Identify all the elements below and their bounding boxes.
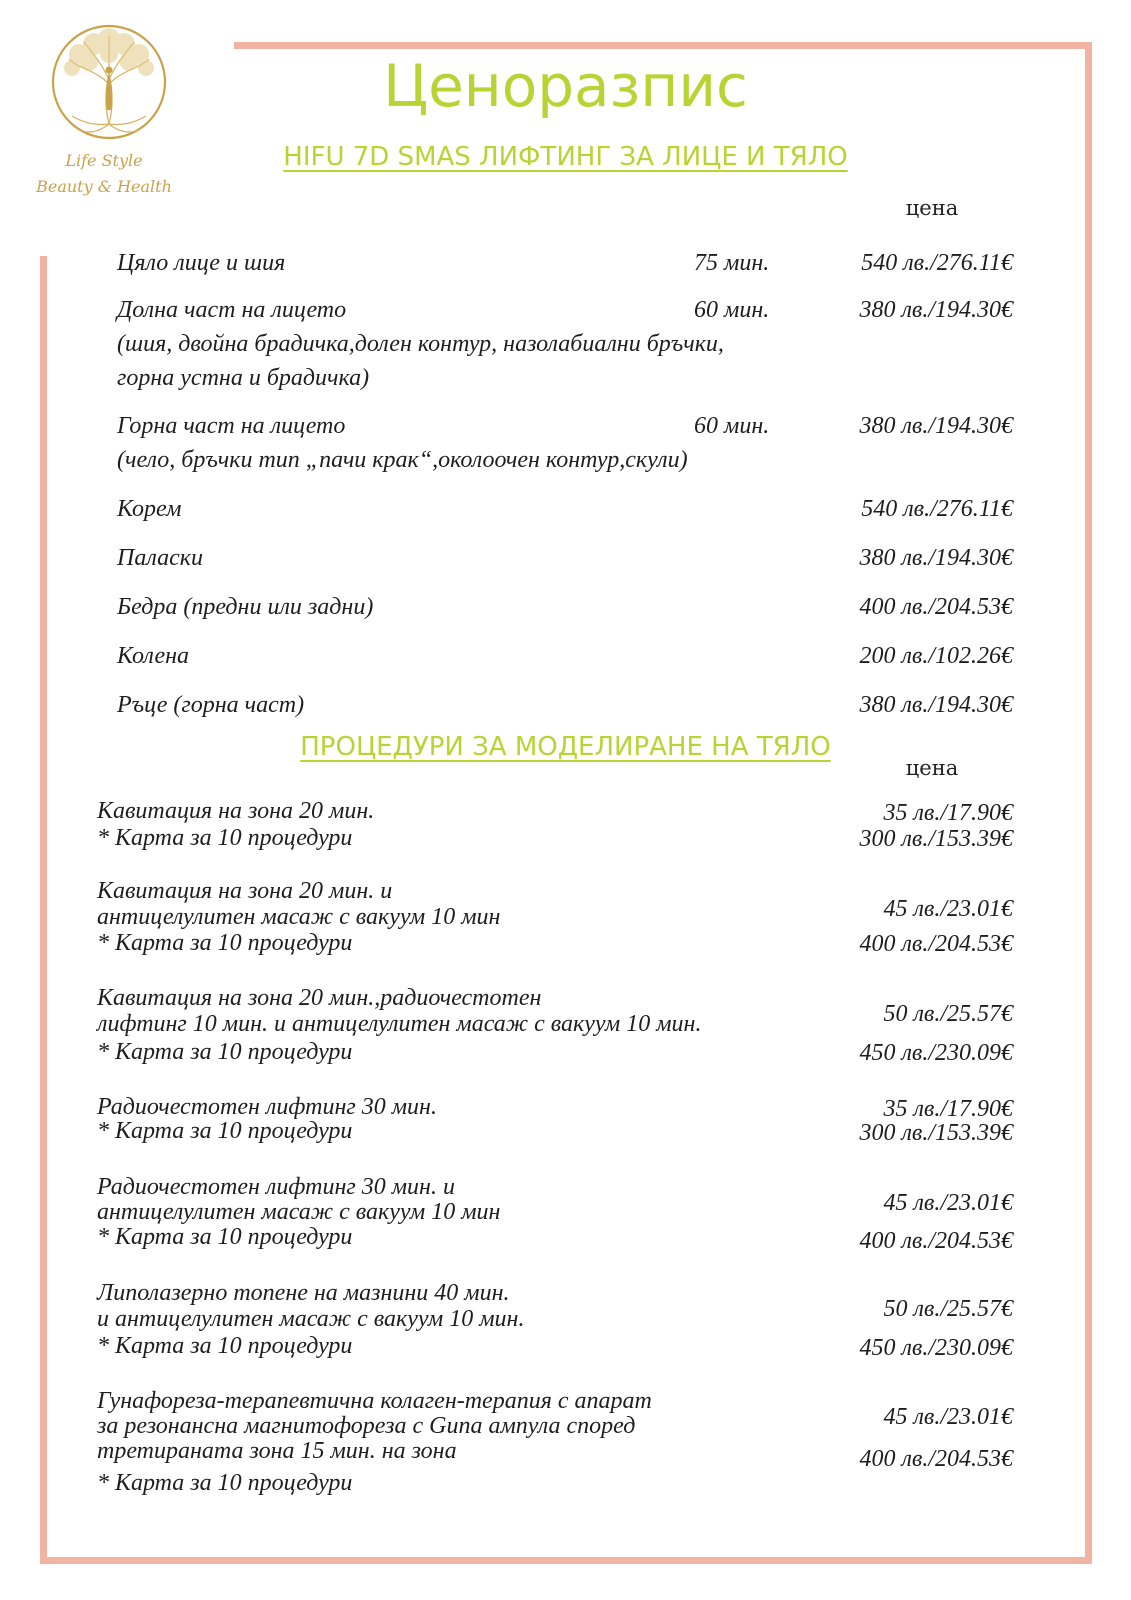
service-duration: 75 мин.	[694, 250, 770, 276]
price-card: 400 лв./204.53€	[859, 931, 1013, 957]
service-price: 400 лв./204.53€	[859, 594, 1013, 620]
price-card: 300 лв./153.39€	[859, 826, 1013, 852]
service-duration: 60 мин.	[694, 413, 770, 439]
page-title: Ценоразпис	[383, 52, 748, 120]
price-single: 35 лв./17.90€	[883, 1096, 1013, 1122]
procedure-card-line: * Карта за 10 процедури	[97, 1118, 353, 1144]
procedure-card-line: * Карта за 10 процедури	[97, 1224, 353, 1250]
service-name: Долна част на лицето	[117, 297, 347, 323]
price-column-header: цена	[905, 756, 959, 780]
procedure-line: Радиочестотен лифтинг 30 мин. и	[97, 1174, 455, 1200]
procedure-card-line: * Карта за 10 процедури	[97, 1039, 353, 1065]
service-name: Цяло лице и шия	[117, 250, 286, 276]
service-price: 380 лв./194.30€	[859, 413, 1013, 439]
procedure-line: третираната зона 15 мин. на зона	[97, 1438, 457, 1464]
service-price: 200 лв./102.26€	[859, 643, 1013, 669]
procedure-line: антицелулитен масаж с вакуум 10 мин	[97, 1199, 501, 1225]
service-price: 540 лв./276.11€	[861, 250, 1013, 276]
procedure-line: и антицелулитен масаж с вакуум 10 мин.	[97, 1306, 525, 1332]
procedure-line: Кавитация на зона 20 мин.,радиочестотен	[97, 985, 542, 1011]
service-price: 540 лв./276.11€	[861, 496, 1013, 522]
price-card: 450 лв./230.09€	[859, 1335, 1013, 1361]
service-price: 380 лв./194.30€	[859, 545, 1013, 571]
service-note: (шия, двойна брадичка,долен контур, назолабиални бръчки,	[117, 331, 724, 357]
procedure-line: Липолазерно топене на мазнини 40 мин.	[97, 1280, 510, 1306]
price-single: 45 лв./23.01€	[883, 896, 1013, 922]
procedure-line: Кавитация на зона 20 мин.	[97, 798, 375, 824]
service-name: Ръце (горна част)	[117, 692, 305, 718]
procedure-line: за резонансна магнитофореза с Guna ампула според	[97, 1413, 636, 1439]
brand-line-1: Life Style	[65, 151, 143, 170]
price-single: 45 лв./23.01€	[883, 1190, 1013, 1216]
section-heading-hifu: HIFU 7D SMAS ЛИФТИНГ ЗА ЛИЦЕ И ТЯЛО	[283, 142, 848, 172]
service-name: Колена	[117, 643, 190, 669]
service-note: горна устна и брадичка)	[117, 365, 370, 391]
price-column-header: цена	[905, 196, 959, 220]
price-single: 35 лв./17.90€	[883, 800, 1013, 826]
service-name: Паласки	[117, 545, 203, 571]
procedure-card-line: * Карта за 10 процедури	[97, 930, 353, 956]
procedure-card-line: * Карта за 10 процедури	[97, 825, 353, 851]
procedure-line: антицелулитен масаж с вакуум 10 мин	[97, 904, 501, 930]
procedure-line: Кавитация на зона 20 мин. и	[97, 878, 393, 904]
price-single: 45 лв./23.01€	[883, 1404, 1013, 1430]
procedure-line: Гунафореза-терапевтична колаген-терапия с апарат	[97, 1388, 652, 1414]
service-name: Бедра (предни или задни)	[117, 594, 374, 620]
procedure-card-line: * Карта за 10 процедури	[97, 1333, 353, 1359]
price-card: 400 лв./204.53€	[859, 1228, 1013, 1254]
price-card: 300 лв./153.39€	[859, 1120, 1013, 1146]
service-price: 380 лв./194.30€	[859, 297, 1013, 323]
price-card: 450 лв./230.09€	[859, 1040, 1013, 1066]
procedure-line: Радиочестотен лифтинг 30 мин.	[97, 1094, 437, 1120]
service-price: 380 лв./194.30€	[859, 692, 1013, 718]
service-name: Корем	[117, 496, 182, 522]
price-single: 50 лв./25.57€	[883, 1296, 1013, 1322]
service-note: (чело, бръчки тип „пачи крак“,околоочен контур,скули)	[117, 447, 688, 473]
price-card: 400 лв./204.53€	[859, 1446, 1013, 1472]
brand-line-2: Beauty & Health	[36, 177, 172, 196]
service-duration: 60 мин.	[694, 297, 770, 323]
procedure-line: лифтинг 10 мин. и антицелулитен масаж с вакуум 10 мин.	[97, 1011, 702, 1037]
section-heading-body: ПРОЦЕДУРИ ЗА МОДЕЛИРАНЕ НА ТЯЛО	[300, 732, 831, 762]
service-name: Горна част на лицето	[117, 413, 346, 439]
price-single: 50 лв./25.57€	[883, 1001, 1013, 1027]
procedure-card-line: * Карта за 10 процедури	[97, 1470, 353, 1496]
